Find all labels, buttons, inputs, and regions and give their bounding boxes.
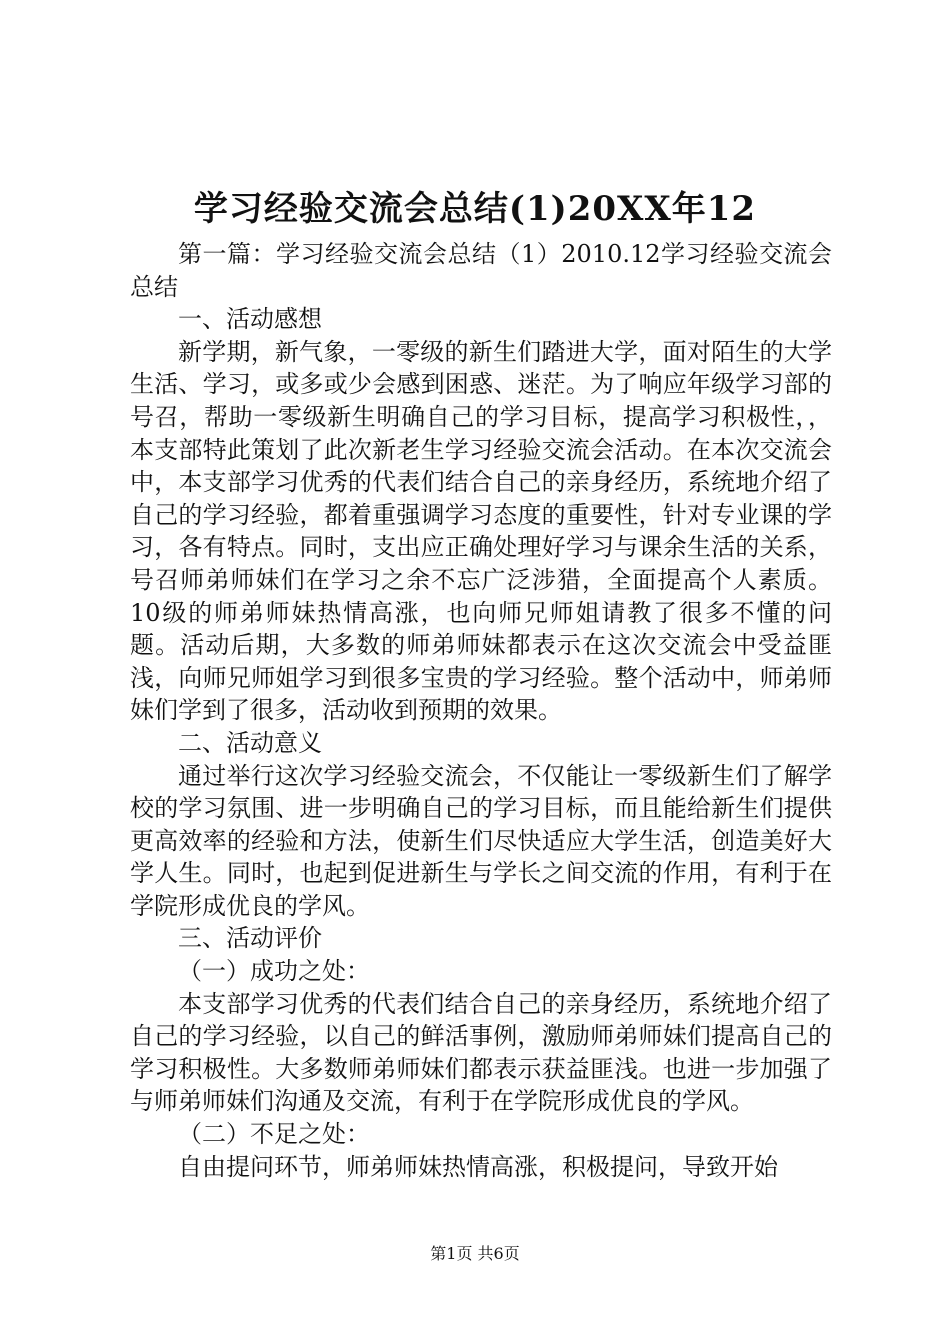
page-footer: 第1页 共6页: [430, 1244, 520, 1263]
document-title: 学习经验交流会总结(1)20XX年12: [193, 189, 757, 229]
paragraph-shortcomings: 自由提问环节，师弟师妹热情高涨，积极提问，导致开始: [178, 1152, 778, 1181]
heading-activity-significance: 二、活动意义: [178, 728, 322, 757]
subheading-successes: （一）成功之处：: [178, 957, 370, 986]
paragraph-activity-significance: 通过举行这次学习经验交流会，不仅能让一零级新生们了解学校的学习氛围、进一步明确自己的学习目标，而且能给新生们提供更高效率的经验和方法，使新生们尽快适应大学生活，创造美好大学人生。同时，也起到促进新生与学长之间交流的作用，有利于在学院形成优良的学风。: [130, 761, 832, 920]
heading-activity-evaluation: 三、活动评价: [178, 924, 322, 953]
paragraph-activity-thoughts: 新学期，新气象，一零级的新生们踏进大学，面对陌生的大学生活、学习，或多或少会感到困惑、迷茫。为了响应年级学习部的号召，帮助一零级新生明确自己的学习目标，提高学习积极性，，本支部特此策划了此次新老生学习经验交流会活动。在本次交流会中，本支部学习优秀的代表们结合自己的亲身经历，系统地介绍了自己的学习经验，都着重强调学习态度的重要性，针对专业课的学习，各有特点。同时，支出应正确处理好学习与课余生活的关系，号召师弟师妹们在学习之余不忘广泛涉猎，全面提高个人素质。10级的师弟师妹热情高涨，也向师兄师姐请教了很多不懂的问题。活动后期，大多数的师弟师妹都表示在这次交流会中受益匪浅，向师兄师姐学习到很多宝贵的学习经验。整个活动中，师弟师妹们学到了很多，活动收到预期的效果。: [130, 337, 832, 725]
paragraph-successes: 本支部学习优秀的代表们结合自己的亲身经历，系统地介绍了自己的学习经验，以自己的鲜活事例，激励师弟师妹们提高自己的学习积极性。大多数师弟师妹们都表示获益匪浅。也进一步加强了与师弟师妹们沟通及交流，有利于在学院形成优良的学风。: [130, 989, 832, 1116]
subheading-shortcomings: （二）不足之处：: [178, 1120, 370, 1149]
paragraph-intro: 第一篇：学习经验交流会总结（1）2010.12学习经验交流会总结: [130, 240, 832, 301]
heading-activity-thoughts: 一、活动感想: [178, 305, 322, 334]
document-body: [130, 238, 832, 1183]
